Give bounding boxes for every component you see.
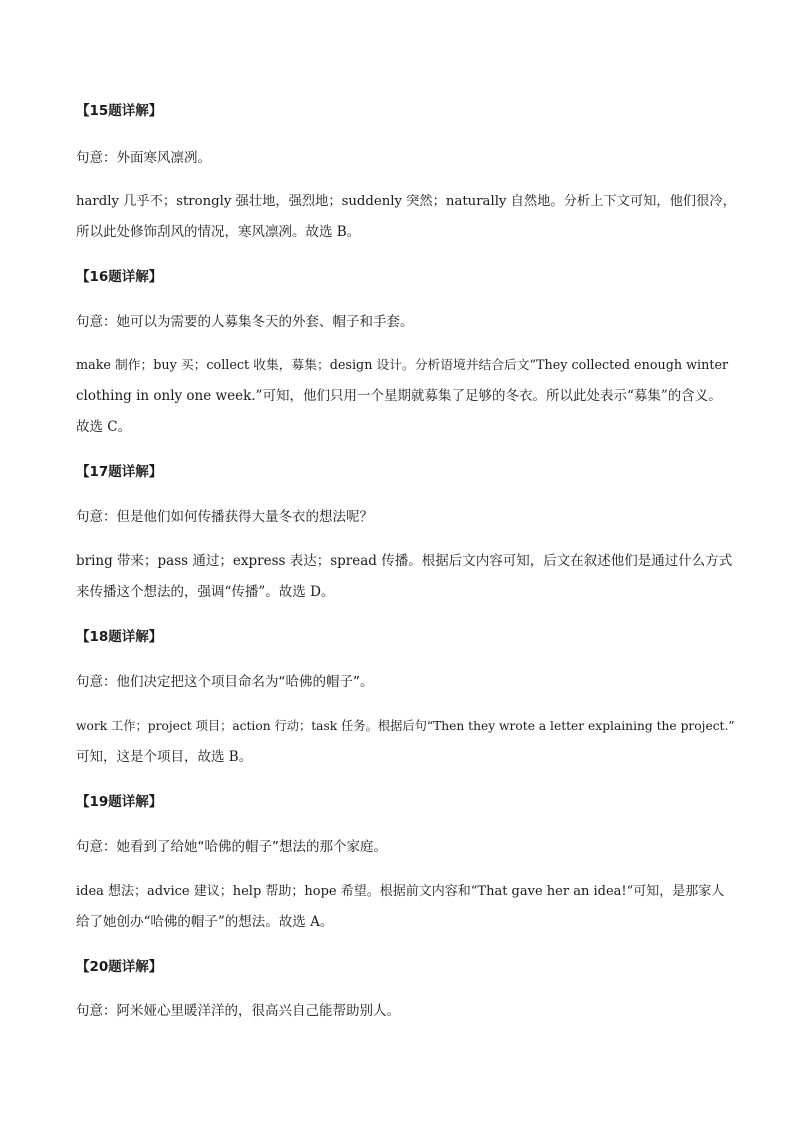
section-heading: 【15题详解】 [76, 103, 163, 119]
explanation-line: 故选 C。 [76, 419, 132, 435]
section-16-meaning [76, 307, 736, 338]
section-19-meaning [76, 832, 736, 863]
explanation-line: 可知，这是个项目，故选 B。 [76, 749, 253, 765]
section-heading: 【19题详解】 [76, 794, 163, 810]
section-16 [76, 262, 736, 293]
sentence-meaning: 句意：阿米娅心里暖洋洋的，很高兴自己能帮助别人。 [76, 1003, 400, 1019]
sentence-meaning: 句意：她看到了给她“哈佛的帽子”想法的那个家庭。 [76, 839, 387, 855]
explanation-line: work 工作；project 项目；action 行动；task 任务。根据后句“Then they wrote a letter explaining the project.” [76, 719, 735, 733]
section-15-meaning [76, 143, 736, 174]
sentence-meaning: 句意：他们决定把这个项目命名为“哈佛的帽子”。 [76, 674, 374, 690]
section-15 [76, 96, 736, 127]
explanation-line: make 制作；buy 买；collect 收集，募集；design 设计。分析语境并结合后文“They collected enough winter [76, 358, 729, 373]
section-18-meaning [76, 667, 736, 698]
section-17-explanation [76, 546, 736, 608]
explanation-line: idea 想法；advice 建议；help 帮助；hope 希望。根据前文内容和“That gave her an idea!”可知，是那家人 [76, 884, 725, 899]
section-17 [76, 457, 736, 488]
section-20 [76, 952, 736, 983]
section-15-explanation [76, 186, 736, 248]
section-18 [76, 622, 736, 653]
section-heading: 【20题详解】 [76, 959, 163, 975]
section-heading: 【16题详解】 [76, 269, 163, 285]
explanation-line: bring 带来；pass 通过；express 表达；spread 传播。根据后文内容可知，后文在叙述他们是通过什么方式 [76, 553, 733, 569]
section-heading: 【18题详解】 [76, 629, 163, 645]
section-19-explanation [76, 876, 736, 938]
explanation-line: clothing in only one week.”可知，他们只用一个星期就募集了足够的冬衣。所以此处表示“募集”的含义。 [76, 388, 722, 404]
sentence-meaning: 句意：但是他们如何传播获得大量冬衣的想法呢？ [76, 509, 373, 525]
explanation-line: 给了她创办“哈佛的帽子”的想法。故选 A。 [76, 914, 334, 930]
explanation-line: 所以此处修饰刮风的情况，寒风凛冽。故选 B。 [76, 224, 361, 240]
sentence-meaning: 句意：外面寒风凛冽。 [76, 150, 211, 166]
section-17-meaning [76, 502, 736, 533]
section-16-explanation [76, 350, 736, 443]
explanation-line: 来传播这个想法的，强调“传播”。故选 D。 [76, 584, 335, 600]
section-heading: 【17题详解】 [76, 464, 163, 480]
sentence-meaning: 句意：她可以为需要的人募集冬天的外套、帽子和手套。 [76, 314, 414, 330]
section-20-meaning [76, 996, 736, 1027]
section-18-explanation [76, 711, 736, 773]
section-19 [76, 787, 736, 818]
explanation-line: hardly 几乎不；strongly 强壮地，强烈地；suddenly 突然；naturally 自然地。分析上下文可知，他们很冷， [76, 194, 736, 209]
